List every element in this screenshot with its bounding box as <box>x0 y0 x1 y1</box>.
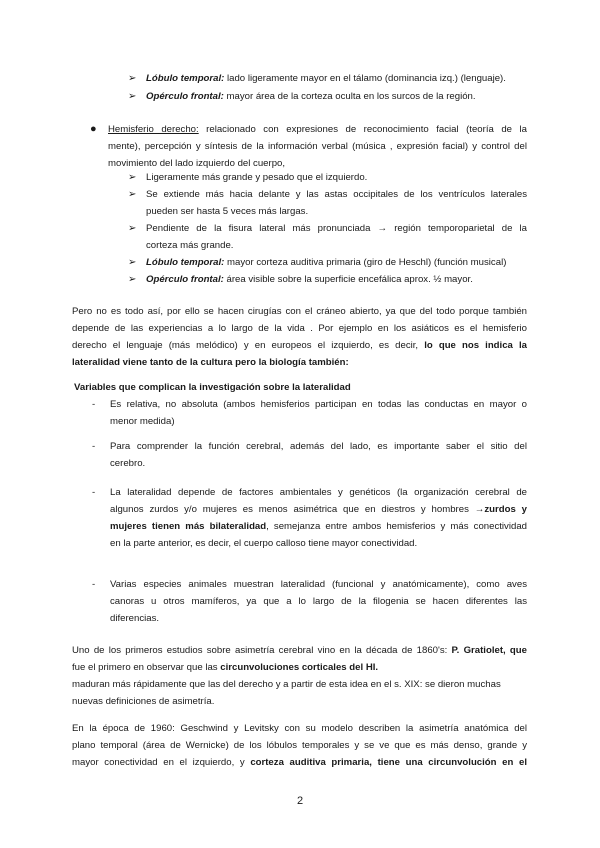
list-item: Es relativa, no absoluta (ambos hemisferios participan en todas las conductas en mayor o <box>110 399 527 410</box>
arrow-bullet-icon: ➢ <box>128 73 137 84</box>
arrow-bullet-icon: ➢ <box>128 223 137 234</box>
paragraph-line: Uno de los primeros estudios sobre asimetría cerebral vino en la década de 1860's: P. Gratiolet, que <box>72 645 527 656</box>
dash-bullet: - <box>92 441 96 452</box>
paragraph-line: maduran más rápidamente que las del derecho y a partir de esta idea en el s. XIX: se dieron muchas <box>72 679 501 690</box>
list-item: Ligeramente más grande y pesado que el izquierdo. <box>146 172 368 183</box>
section-line: movimiento del lado izquierdo del cuerpo, <box>108 158 286 169</box>
list-item: Varias especies animales muestran lateralidad (funcional y anatómicamente), como aves <box>110 579 527 590</box>
list-item: Lóbulo temporal: mayor corteza auditiva primaria (giro de Heschl) (función musical) <box>146 257 507 268</box>
arrow-bullet-icon: ➢ <box>128 91 137 102</box>
arrow-bullet-icon: ➢ <box>128 257 137 268</box>
list-item-continuation: diferencias. <box>110 613 160 624</box>
section-heading: Variables que complican la investigación sobre la lateralidad <box>74 382 351 393</box>
arrow-bullet-icon: ➢ <box>128 189 137 200</box>
section-line: mente), percepción y síntesis de la información verbal (música , expresión facial) y control del <box>108 141 527 152</box>
list-item-continuation: pueden ser hasta 5 veces más largas. <box>146 206 309 217</box>
paragraph-line: plano temporal (área de Wernicke) de los lóbulos temporales y se ve que es más denso, grande y <box>72 740 527 751</box>
list-item-continuation: canoras u otros mamíferos, ya que a lo largo de la filogenia se hacen diferentes las <box>110 596 527 607</box>
paragraph-line: En la época de 1960: Geschwind y Levitsky con su modelo describen la asimetría anatómica del <box>72 723 527 734</box>
list-item: La lateralidad depende de factores ambientales y genéticos (la organización cerebral de <box>110 487 527 498</box>
paragraph-line: fue el primero en observar que las circunvoluciones corticales del HI. <box>72 662 379 673</box>
dash-bullet: - <box>92 579 96 590</box>
list-item-continuation: algunos zurdos y/o mujeres es menos asimétrica que en diestros y hombres →zurdos y <box>110 504 528 515</box>
page-number: 2 <box>296 795 304 807</box>
paragraph-line: nuevas definiciones de asimetría. <box>72 696 215 707</box>
list-item: Pendiente de la fisura lateral más pronunciada → región temporoparietal de la <box>146 223 527 234</box>
list-item: Para comprender la función cerebral, además del lado, es importante saber el sitio del <box>110 441 527 452</box>
dash-bullet: - <box>92 487 96 498</box>
list-item: Opérculo frontal: área visible sobre la superficie encefálica aprox. ½ mayor. <box>146 274 473 285</box>
dash-bullet: - <box>92 399 96 410</box>
list-item-continuation: corteza más grande. <box>146 240 234 251</box>
paragraph-line: mayor conectividad en el izquierdo, y corteza auditiva primaria, tiene una circunvolución en el <box>72 757 527 768</box>
arrow-bullet-icon: ➢ <box>128 274 137 285</box>
list-item-continuation: en la parte anterior, es decir, el cuerpo calloso tiene mayor conectividad. <box>110 538 418 549</box>
list-item: Se extiende más hacia delante y las astas occipitales de los ventrículos laterales <box>146 189 527 200</box>
round-bullet-icon: ● <box>90 123 97 135</box>
paragraph-line: derecho el lenguaje (más melódico) y en europeos el izquierdo, es decir, lo que nos indica la <box>72 340 527 351</box>
list-item-continuation: menor medida) <box>110 416 175 427</box>
paragraph-line: depende de las experiencias a lo largo de la vida . Por ejemplo en los asiáticos es el hemisferio <box>72 323 527 334</box>
list-item-continuation: cerebro. <box>110 458 146 469</box>
arrow-bullet-icon: ➢ <box>128 172 137 183</box>
list-item: Opérculo frontal: mayor área de la corteza oculta en los surcos de la región. <box>146 91 476 102</box>
list-item-continuation: mujeres tienen más bilateralidad, semejanza entre ambos hemisferios y más conectividad <box>110 521 527 532</box>
list-item: Lóbulo temporal: lado ligeramente mayor en el tálamo (dominancia izq.) (lenguaje). <box>146 73 506 84</box>
paragraph-line: lateralidad viene tanto de la cultura pero la biología también: <box>72 357 349 368</box>
paragraph-line: Pero no es todo así, por ello se hacen cirugías con el cráneo abierto, ya que del todo porque también <box>72 306 527 317</box>
section-line: Hemisferio derecho: relacionado con expresiones de reconocimiento facial (teoría de la <box>108 124 527 135</box>
